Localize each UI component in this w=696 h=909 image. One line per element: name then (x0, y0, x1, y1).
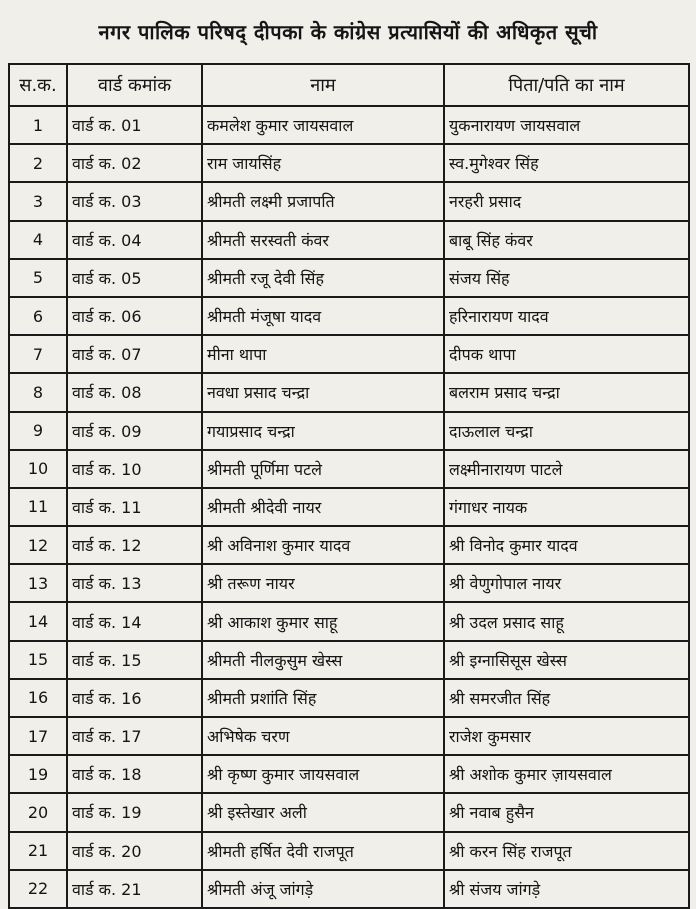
parent-name-cell: गंगाधर नायक (444, 488, 689, 526)
parent-name-cell: बलराम प्रसाद चन्द्रा (444, 373, 689, 411)
ward-number-cell: वार्ड क. 09 (67, 412, 202, 450)
parent-name-cell: श्री विनोद कुमार यादव (444, 526, 689, 564)
candidate-name-cell: नवधा प्रसाद चन्द्रा (202, 373, 444, 411)
parent-name-cell: युकनारायण जायसवाल (444, 106, 689, 144)
serial-number-cell: 8 (9, 373, 67, 411)
table-row (9, 641, 689, 679)
header-name: नाम (202, 64, 444, 106)
candidate-name-cell: श्री इस्तेखार अली (202, 793, 444, 831)
parent-name-cell: स्व.मुगेश्वर सिंह (444, 144, 689, 182)
ward-number-cell: वार्ड क. 11 (67, 488, 202, 526)
candidate-name-cell: कमलेश कुमार जायसवाल (202, 106, 444, 144)
parent-name-cell: श्री इग्नासिसूस खेस्स (444, 641, 689, 679)
candidate-name-cell: श्रीमती हर्षित देवी राजपूत (202, 832, 444, 870)
parent-name-cell: श्री करन सिंह राजपूत (444, 832, 689, 870)
ward-number-cell: वार्ड क. 06 (67, 297, 202, 335)
parent-name-cell: श्री उदल प्रसाद साहू (444, 602, 689, 640)
parent-name-cell: लक्ष्मीनारायण पाटले (444, 450, 689, 488)
table-row (9, 755, 689, 793)
parent-name-cell: दीपक थापा (444, 335, 689, 373)
candidate-name-cell: श्रीमती प्रशांति सिंह (202, 679, 444, 717)
parent-name-cell: श्री नवाब हुसैन (444, 793, 689, 831)
ward-number-cell: वार्ड क. 18 (67, 755, 202, 793)
document-title: नगर पालिक परिषद् दीपका के कांग्रेस प्रत्यासियों की अधिकृत सूची (98, 20, 598, 44)
ward-number-cell: वार्ड क. 05 (67, 259, 202, 297)
table-row (9, 412, 689, 450)
ward-number-cell: वार्ड क. 01 (67, 106, 202, 144)
ward-number-cell: वार्ड क. 15 (67, 641, 202, 679)
table-row (9, 297, 689, 335)
ward-number-cell: वार्ड क. 08 (67, 373, 202, 411)
table-row (9, 717, 689, 755)
parent-name-cell: श्री वेणुगोपाल नायर (444, 564, 689, 602)
serial-number-cell: 6 (9, 297, 67, 335)
table-row (9, 335, 689, 373)
candidate-name-cell: श्री तरूण नायर (202, 564, 444, 602)
table-row (9, 144, 689, 182)
candidate-name-cell: राम जायसिंह (202, 144, 444, 182)
table-body (9, 106, 689, 908)
table-row (9, 488, 689, 526)
ward-number-cell: वार्ड क. 17 (67, 717, 202, 755)
table-row (9, 259, 689, 297)
serial-number-cell: 5 (9, 259, 67, 297)
table-row (9, 564, 689, 602)
candidate-name-cell: श्रीमती नीलकुसुम खेस्स (202, 641, 444, 679)
ward-number-cell: वार्ड क. 16 (67, 679, 202, 717)
serial-number-cell: 15 (9, 641, 67, 679)
ward-number-cell: वार्ड क. 12 (67, 526, 202, 564)
serial-number-cell: 4 (9, 221, 67, 259)
candidate-name-cell: श्रीमती लक्ष्मी प्रजापति (202, 182, 444, 220)
serial-number-cell: 9 (9, 412, 67, 450)
table-row (9, 221, 689, 259)
candidate-name-cell: श्री अविनाश कुमार यादव (202, 526, 444, 564)
table-row (9, 182, 689, 220)
serial-number-cell: 21 (9, 832, 67, 870)
parent-name-cell: नरहरी प्रसाद (444, 182, 689, 220)
table-row (9, 870, 689, 908)
candidate-table (8, 63, 690, 909)
candidate-name-cell: श्रीमती सरस्वती कंवर (202, 221, 444, 259)
parent-name-cell: हरिनारायण यादव (444, 297, 689, 335)
parent-name-cell: दाऊलाल चन्द्रा (444, 412, 689, 450)
serial-number-cell: 13 (9, 564, 67, 602)
candidate-name-cell: श्री आकाश कुमार साहू (202, 602, 444, 640)
serial-number-cell: 20 (9, 793, 67, 831)
serial-number-cell: 12 (9, 526, 67, 564)
serial-number-cell: 11 (9, 488, 67, 526)
parent-name-cell: बाबू सिंह कंवर (444, 221, 689, 259)
serial-number-cell: 1 (9, 106, 67, 144)
header-ward-number: वार्ड कमांक (67, 64, 202, 106)
ward-number-cell: वार्ड क. 07 (67, 335, 202, 373)
table-row (9, 832, 689, 870)
ward-number-cell: वार्ड क. 13 (67, 564, 202, 602)
parent-name-cell: श्री अशोक कुमार ज़ायसवाल (444, 755, 689, 793)
candidate-name-cell: मीना थापा (202, 335, 444, 373)
ward-number-cell: वार्ड क. 02 (67, 144, 202, 182)
serial-number-cell: 22 (9, 870, 67, 908)
ward-number-cell: वार्ड क. 21 (67, 870, 202, 908)
table-row (9, 373, 689, 411)
serial-number-cell: 16 (9, 679, 67, 717)
ward-number-cell: वार्ड क. 10 (67, 450, 202, 488)
serial-number-cell: 19 (9, 755, 67, 793)
table-row (9, 450, 689, 488)
candidate-name-cell: श्री कृष्ण कुमार जायसवाल (202, 755, 444, 793)
table-header-row (9, 64, 689, 106)
ward-number-cell: वार्ड क. 14 (67, 602, 202, 640)
header-parent-name: पिता/पति का नाम (444, 64, 689, 106)
serial-number-cell: 3 (9, 182, 67, 220)
serial-number-cell: 17 (9, 717, 67, 755)
parent-name-cell: श्री समरजीत सिंह (444, 679, 689, 717)
ward-number-cell: वार्ड क. 19 (67, 793, 202, 831)
serial-number-cell: 10 (9, 450, 67, 488)
parent-name-cell: राजेश कुमसार (444, 717, 689, 755)
table-row (9, 793, 689, 831)
header-serial-number: स.क. (9, 64, 67, 106)
candidate-name-cell: अभिषेक चरण (202, 717, 444, 755)
ward-number-cell: वार्ड क. 04 (67, 221, 202, 259)
serial-number-cell: 2 (9, 144, 67, 182)
serial-number-cell: 7 (9, 335, 67, 373)
candidate-name-cell: श्रीमती श्रीदेवी नायर (202, 488, 444, 526)
parent-name-cell: श्री संजय जांगड़े (444, 870, 689, 908)
table-row (9, 106, 689, 144)
serial-number-cell: 14 (9, 602, 67, 640)
candidate-name-cell: श्रीमती अंजू जांगड़े (202, 870, 444, 908)
table-row (9, 526, 689, 564)
candidate-name-cell: श्रीमती मंजूषा यादव (202, 297, 444, 335)
table-row (9, 602, 689, 640)
candidate-name-cell: श्रीमती पूर्णिमा पटले (202, 450, 444, 488)
parent-name-cell: संजय सिंह (444, 259, 689, 297)
ward-number-cell: वार्ड क. 20 (67, 832, 202, 870)
ward-number-cell: वार्ड क. 03 (67, 182, 202, 220)
candidate-name-cell: श्रीमती रजू देवी सिंह (202, 259, 444, 297)
table-row (9, 679, 689, 717)
candidate-name-cell: गयाप्रसाद चन्द्रा (202, 412, 444, 450)
